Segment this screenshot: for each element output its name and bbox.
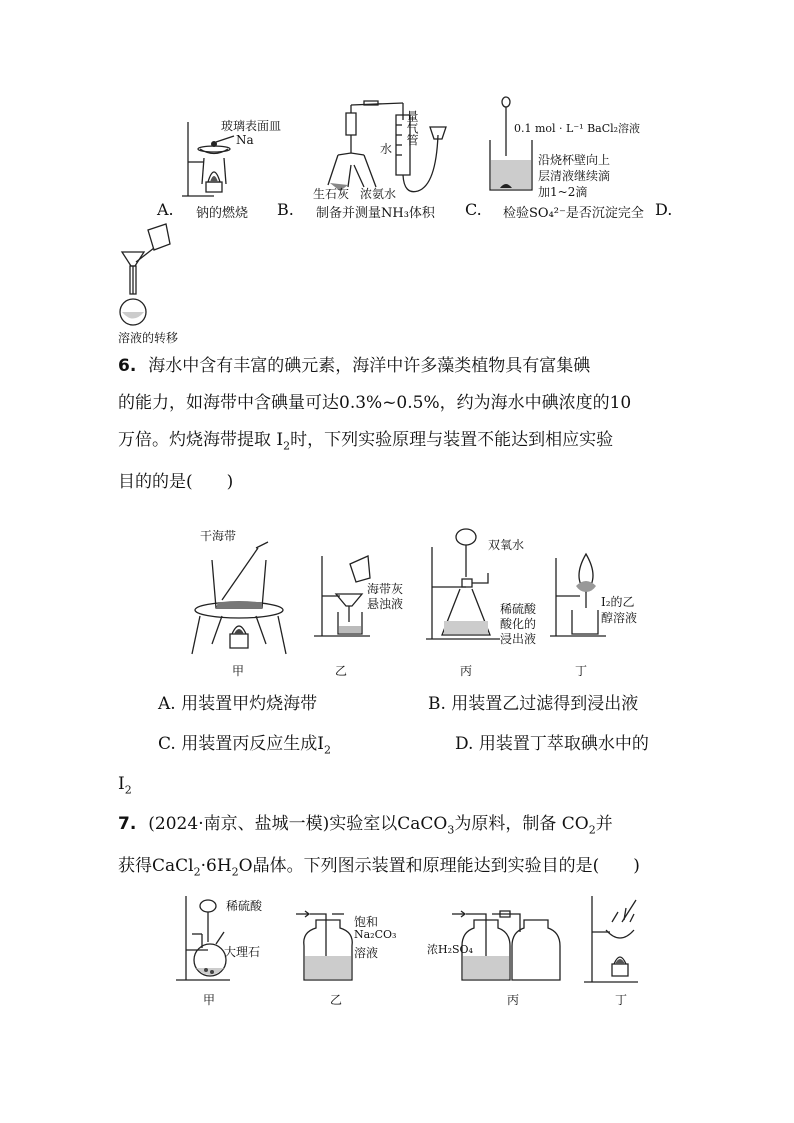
q7-jia-label2: 大理石 (224, 945, 261, 959)
q7-ding-drawing (584, 892, 644, 986)
q7-yi-label2: Na₂CO₃ (354, 928, 397, 941)
apparatus-a-label-glass: 玻璃表面皿 (221, 119, 282, 133)
q6-option-c: C. 用装置丙反应生成$I_2$ (158, 734, 331, 757)
apparatus-d-caption: 溶液的转移 (118, 331, 179, 345)
q6-yi-label1: 海带灰 (367, 582, 404, 596)
apparatus-b-label-ammonia: 浓氨水 (360, 187, 397, 201)
q6-option-b: B. 用装置乙过滤得到浸出液 (428, 694, 639, 714)
apparatus-b-label-lime: 生石灰 (313, 187, 350, 201)
q7-yi-label3: 溶液 (354, 946, 379, 960)
question-7-stem: 7. (2024·南京、盐城一模)实验室以CaCO$_3$为原料，制备 $CO_2$并 获得$CaCl_2\cdot 6H_2O$晶体。下列图示装置和原理能达到实验目的是( ) (118, 814, 640, 879)
q6-bing-label3: 浸出液 (500, 632, 537, 646)
q6-ding-label1: I₂的乙 (601, 595, 635, 609)
q6-bing-caption: 丙 (460, 664, 473, 678)
apparatus-b-label-gauge: 量气管 (405, 110, 419, 146)
q6-ding-label2: 醇溶液 (601, 611, 638, 625)
q7-jia-drawing (172, 892, 232, 984)
q6-option-d-cont: $I_2$ (118, 774, 132, 797)
q6-jia-label: 干海带 (200, 529, 237, 543)
apparatus-a-caption: 钠的燃烧 (196, 206, 249, 221)
q6-bing-label2: 酸化的 (500, 617, 537, 631)
question-7-number: 7. (118, 814, 137, 834)
q6-option-a: A. 用装置甲灼烧海带 (158, 694, 318, 714)
option-d-letter: D. (655, 200, 673, 219)
question-6-stem: 6. 海水中含有丰富的碘元素，海洋中许多藻类植物具有富集碘 的能力，如海带中含碘量可达0.3%~0.5%，约为海水中碘浓度的10 万倍。灼烧海带提取 $I_2$时，下列实验原理与装置不能达到相应实验 目的的是( ) (118, 356, 632, 493)
q6-ding-caption: 丁 (575, 664, 588, 678)
q6-jia-drawing (192, 540, 292, 660)
question-6-number: 6. (118, 356, 137, 376)
q6-option-d: D. 用装置丁萃取碘水中的 (455, 734, 649, 754)
q6-jia-caption: 甲 (232, 664, 245, 678)
q7-jia-label1: 稀硫酸 (226, 899, 263, 913)
apparatus-c-drawing (486, 96, 546, 196)
q7-yi-label1: 饱和 (354, 915, 379, 929)
q6-bing-label1: 稀硫酸 (500, 602, 537, 616)
apparatus-b-label-water: 水 (380, 142, 393, 156)
apparatus-c-note1: 沿烧杯壁向上 (538, 153, 611, 167)
q7-yi-caption: 乙 (330, 993, 343, 1007)
apparatus-c-reagent: 0.1 mol · L⁻¹ BaCl₂溶液 (514, 122, 641, 135)
q6-yi-drawing (312, 550, 372, 640)
q6-yi-label2: 悬浊液 (367, 597, 404, 611)
apparatus-d-drawing (118, 222, 178, 327)
q7-yi-drawing (296, 906, 358, 986)
q7-ding-caption: 丁 (615, 993, 628, 1007)
option-b-letter: B. (277, 200, 294, 219)
apparatus-b-caption: 制备并测量NH₃体积 (316, 206, 435, 221)
q7-bing-label: 浓H₂SO₄ (427, 943, 473, 956)
q6-yi-caption: 乙 (335, 664, 348, 678)
option-c-letter: C. (465, 200, 482, 219)
q6-bing-label-top: 双氧水 (488, 538, 525, 552)
option-a-letter: A. (157, 200, 174, 219)
apparatus-c-note3: 加1~2滴 (538, 185, 588, 199)
apparatus-c-caption: 检验SO₄²⁻是否沉淀完全 (503, 206, 644, 221)
apparatus-a-label-na: Na (236, 133, 254, 147)
q7-jia-caption: 甲 (203, 993, 216, 1007)
apparatus-c-note2: 层清液继续滴 (538, 169, 611, 183)
q7-bing-caption: 丙 (507, 993, 520, 1007)
